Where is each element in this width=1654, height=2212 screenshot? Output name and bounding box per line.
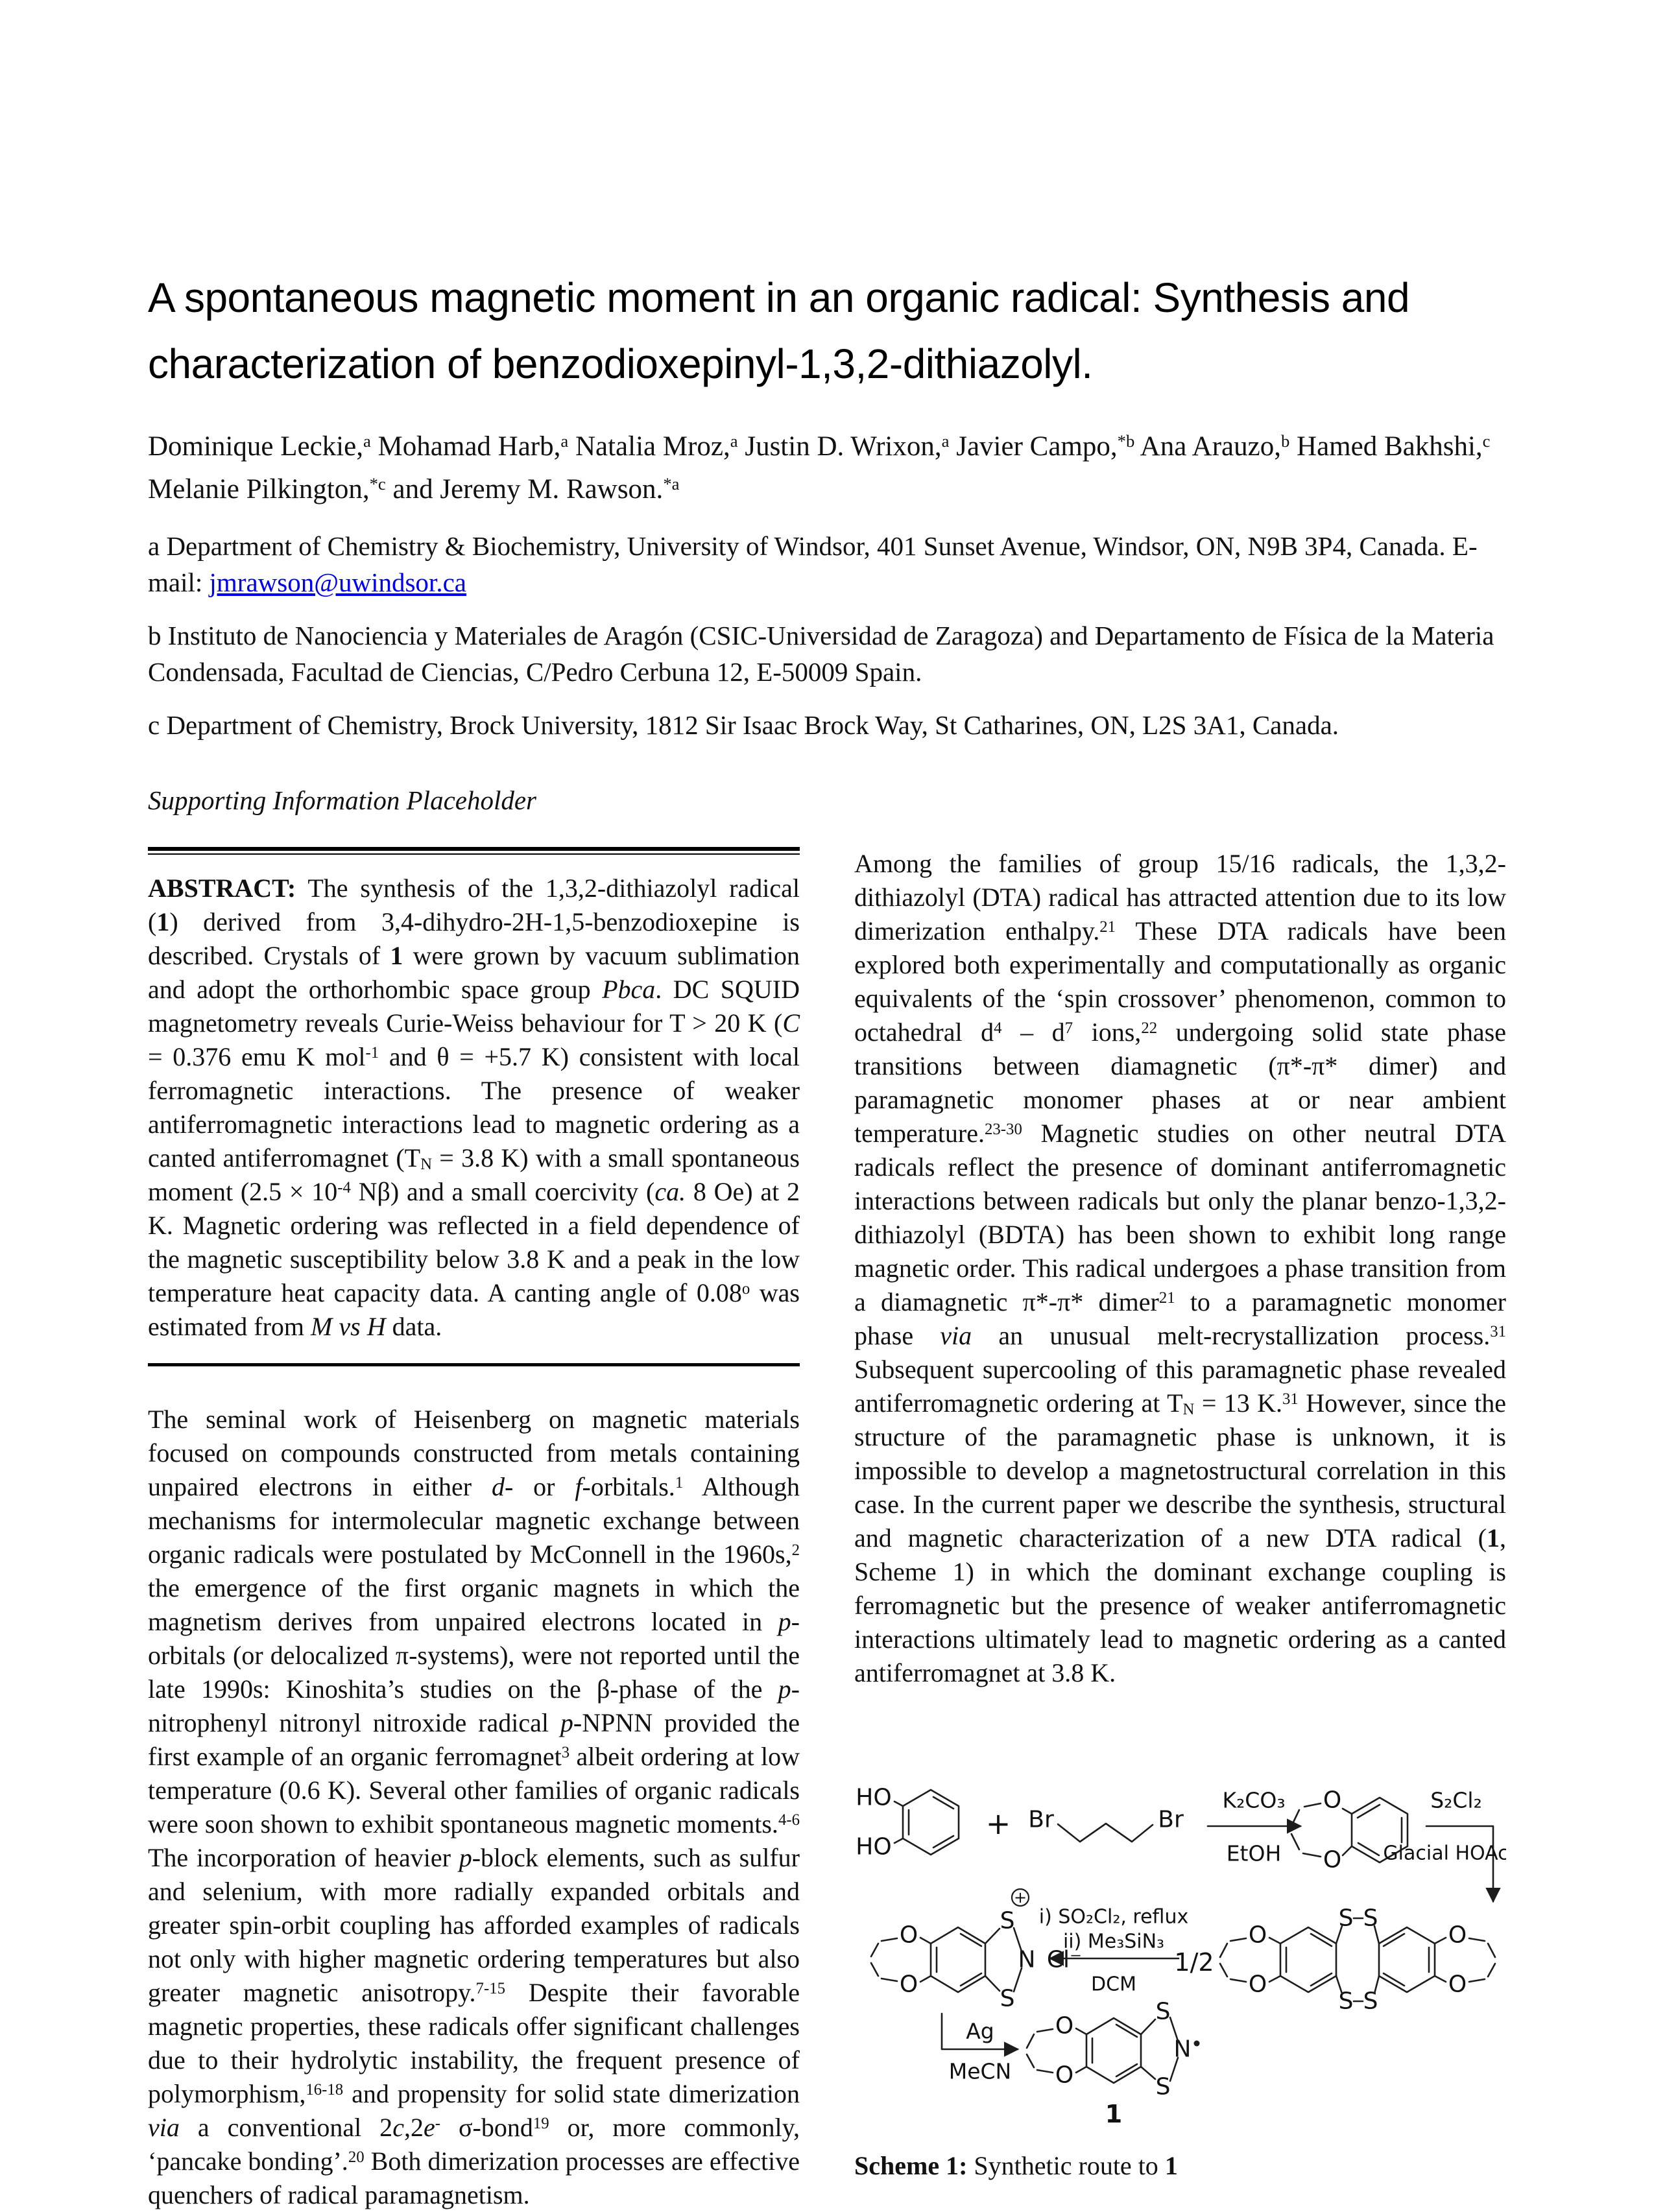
oxygen-label: O xyxy=(1448,1971,1467,1998)
arrow-step1 xyxy=(1208,1788,1300,1866)
condition-step3-ii: ii) Me₃SiN₃ xyxy=(1062,1930,1165,1953)
oxygen-label: O xyxy=(1248,1971,1267,1998)
two-column-body xyxy=(148,847,1506,2212)
reagent-step2-top: S₂Cl₂ xyxy=(1430,1787,1482,1813)
reagent-step2-bottom: Glacial HOAc xyxy=(1383,1842,1506,1865)
bromine-label: Br xyxy=(1028,1806,1054,1833)
oxygen-label: O xyxy=(1448,1921,1467,1949)
charge-plus-sign: + xyxy=(1013,1888,1027,1907)
arrow-step4 xyxy=(942,2014,1018,2084)
condition-step3-solvent: DCM xyxy=(1091,1973,1136,1996)
sulfur-label: S xyxy=(1363,1988,1378,2015)
authors-line: Dominique Leckie,$^a$ Mohamad Harb,$^a$ Natalia Mroz,$^a$ Justin D. Wrixon,$^a$ Javier Campo,$^{*b}$ Ana Arauzo,$^b$ Hamed Bakhshi,$^c$ Melanie Pilkington,$^{*c}$ and Jeremy M. Rawson.$^{*a}$ xyxy=(148,431,1491,505)
condition-step3-i: i) SO₂Cl₂, reflux xyxy=(1038,1905,1189,1929)
disulfide-dimer-structure xyxy=(1220,1905,1495,2015)
intro-paragraph-right: Among the families of group 15/16 radicals, the 1,3,2-dithiazolyl (DTA) radical has attracted attention due to its low dimerization enthalpy.$^{21}$ These DTA radicals have been explored both experimentally and computationally as organic equivalents of the ‘spin crossover’ phenomenon, common to octahedral $d^4 - d^7$ ions,$^{22}$ undergoing solid state phase transitions between diamagnetic (π*-π* dimer) and paramagnetic monomer phases at or near ambient temperature.$^{23-30}$ Magnetic studies on other neutral DTA radicals reflect the presence of dominant antiferromagnetic interactions between radicals but only the planar benzo-1,3,2-dithiazolyl (BDTA) has been shown to exhibit long range magnetic order. This radical undergoes a phase transition from a diamagnetic π*-π* dimer$^{21}$ to a paramagnetic monomer phase via an unusual melt-recrystallization process.$^{31}$ Subsequent supercooling of this paramagnetic phase revealed antiferromagnetic ordering at $T_N = 13$ K.$^{31}$ However, since the structure of the paramagnetic phase is unknown, it is impossible to develop a magnetostructural correlation in this case. In the current paper we describe the synthesis, structural and magnetic characterization of a new DTA radical (1, Scheme 1) in which the dominant exchange coupling is ferromagnetic but the presence of weaker antiferromagnetic interactions ultimately lead to magnetic ordering as a canted antiferromagnet at 3.8 K. xyxy=(854,849,1506,1687)
half-stoichiometry-label: 1/2 xyxy=(1174,1948,1214,1977)
abstract-top-rule xyxy=(148,847,800,855)
email-link[interactable]: jmrawson@uwindsor.ca xyxy=(209,567,466,597)
sulfur-label: S xyxy=(1000,1907,1015,1934)
scheme-1-figure xyxy=(854,1757,1506,2183)
radical-dot-icon xyxy=(1194,2041,1200,2047)
nitrogen-label: N xyxy=(1173,2036,1192,2063)
sulfur-label: S xyxy=(1155,1998,1171,2025)
affiliation-a: a Department of Chemistry & Biochemistry, University of Windsor, 401 Sunset Avenue, Windsor, ON, N9B 3P4, Canada. E-mail: jmrawson@uwindsor.ca xyxy=(148,531,1478,597)
oxygen-label: O xyxy=(899,1921,918,1949)
reagent-step4-bottom: MeCN xyxy=(948,2058,1012,2084)
scheme-1-drawing xyxy=(854,1757,1506,2130)
oxygen-label: O xyxy=(1055,2012,1074,2040)
nitrogen-label: N xyxy=(1018,1946,1036,1973)
chloride-label: Cl⁻ xyxy=(1046,1946,1083,1973)
sulfur-label: S xyxy=(1338,1988,1354,2015)
affiliation-c: c Department of Chemistry, Brock University, 1812 Sir Isaac Brock Way, St Catharines, ON, L2S 3A1, Canada. xyxy=(148,710,1339,740)
affiliation-b: b Instituto de Nanociencia y Materiales de Aragón (CSIC-Universidad de Zaragoza) and Departamento de Física de la Materia Condensada, Facultad de Ciencias, C/Pedro Cerbuna 12, E-50009 Spain. xyxy=(148,621,1494,687)
paper-title: A spontaneous magnetic moment in an organic radical: Synthesis and characterization of benzodioxepinyl-1,3,2-dithiazolyl. xyxy=(148,274,1410,387)
plus-sign: + xyxy=(985,1806,1011,1841)
abstract-text: ABSTRACT: The synthesis of the 1,3,2-dithiazolyl radical (1) derived from 3,4-dihydro-2H-1,5-benzodioxepine is described. Crystals of 1 were grown by vacuum sublimation and adopt the orthorhombic space group Pbca. DC SQUID magnetometry reveals Curie-Weiss behaviour for T > 20 K (C = 0.376 emu K mol$^{-1}$ and θ = +5.7 K) consistent with local ferromagnetic interactions. The presence of weaker antiferromagnetic interactions lead to magnetic ordering as a canted antiferromagnet ($T_N = 3.8$ K) with a small spontaneous moment ($2.5 \times 10^{-4}$ Nβ) and a small coercivity (ca. 8 Oe) at 2 K. Magnetic ordering was reflected in a field dependence of the magnetic susceptibility below 3.8 K and a peak in the low temperature heat capacity data. A canting angle of 0.08$^o$ was estimated from M vs H data. xyxy=(148,874,800,1341)
supporting-info-note: Supporting Information Placeholder xyxy=(148,785,537,815)
bromine-label: Br xyxy=(1158,1806,1184,1833)
oxygen-label: O xyxy=(1323,1846,1342,1873)
reagent-step4-top: Ag xyxy=(966,2018,994,2044)
hydroxyl-label: HO xyxy=(856,1784,892,1811)
left-column xyxy=(148,847,800,2212)
sulfur-label: S xyxy=(1363,1905,1378,1932)
oxygen-label: O xyxy=(899,1971,918,1998)
sulfur-label: S xyxy=(1338,1905,1354,1932)
catechol-structure xyxy=(856,1785,959,1861)
abstract-bottom-rule xyxy=(148,1363,800,1366)
sulfur-label: S xyxy=(1155,2073,1171,2100)
abstract-section xyxy=(148,847,800,1366)
right-column xyxy=(854,847,1506,2183)
reagent-step1-bottom: EtOH xyxy=(1226,1840,1282,1866)
radical-product-structure xyxy=(1027,1999,1200,2100)
reagent-step1-top: K₂CO₃ xyxy=(1222,1787,1286,1813)
oxygen-label: O xyxy=(1323,1787,1342,1814)
arrow-step2 xyxy=(1383,1788,1506,1902)
oxygen-label: O xyxy=(1248,1921,1267,1949)
intro-paragraph-left: The seminal work of Heisenberg on magnetic materials focused on compounds constructed from metals containing unpaired electrons in either d- or f-orbitals.$^1$ Although mechanisms for intermolecular magnetic exchange between organic radicals were postulated by McConnell in the 1960s,$^2$ the emergence of the first organic magnets in which the magnetism derives from unpaired electrons located in p-orbitals (or delocalized π-systems), were not reported until the late 1990s: Kinoshita’s studies on the β-phase of the p-nitrophenyl nitronyl nitroxide radical p-NPNN provided the first example of an organic ferromagnet$^3$ albeit ordering at low temperature (0.6 K). Several other families of organic radicals were soon shown to exhibit spontaneous magnetic moments.$^{4-6}$ The incorporation of heavier p-block elements, such as sulfur and selenium, with more radially expanded orbitals and greater spin-orbit coupling has afforded examples of radicals not only with higher magnetic ordering temperatures but also greater magnetic anisotropy.$^{7-15}$ Despite their favorable magnetic properties, these radicals offer significant challenges due to their hydrolytic instability, the frequent presence of polymorphism,$^{16-18}$ and propensity for solid state dimerization via a conventional 2c,2e- σ-bond$^{19}$ or, more commonly, ‘pancake bonding’.$^{20}$ Both dimerization processes are effective quenchers of radical paramagnetism. xyxy=(148,1405,800,2209)
scheme-1-caption: Scheme 1: Synthetic route to 1 xyxy=(854,2151,1178,2180)
dibromopropane-structure xyxy=(1028,1807,1184,1842)
sulfur-label: S xyxy=(1000,1985,1015,2012)
oxygen-label: O xyxy=(1055,2062,1074,2089)
hydroxyl-label: HO xyxy=(856,1833,892,1861)
product-number-label: 1 xyxy=(1105,2100,1123,2128)
